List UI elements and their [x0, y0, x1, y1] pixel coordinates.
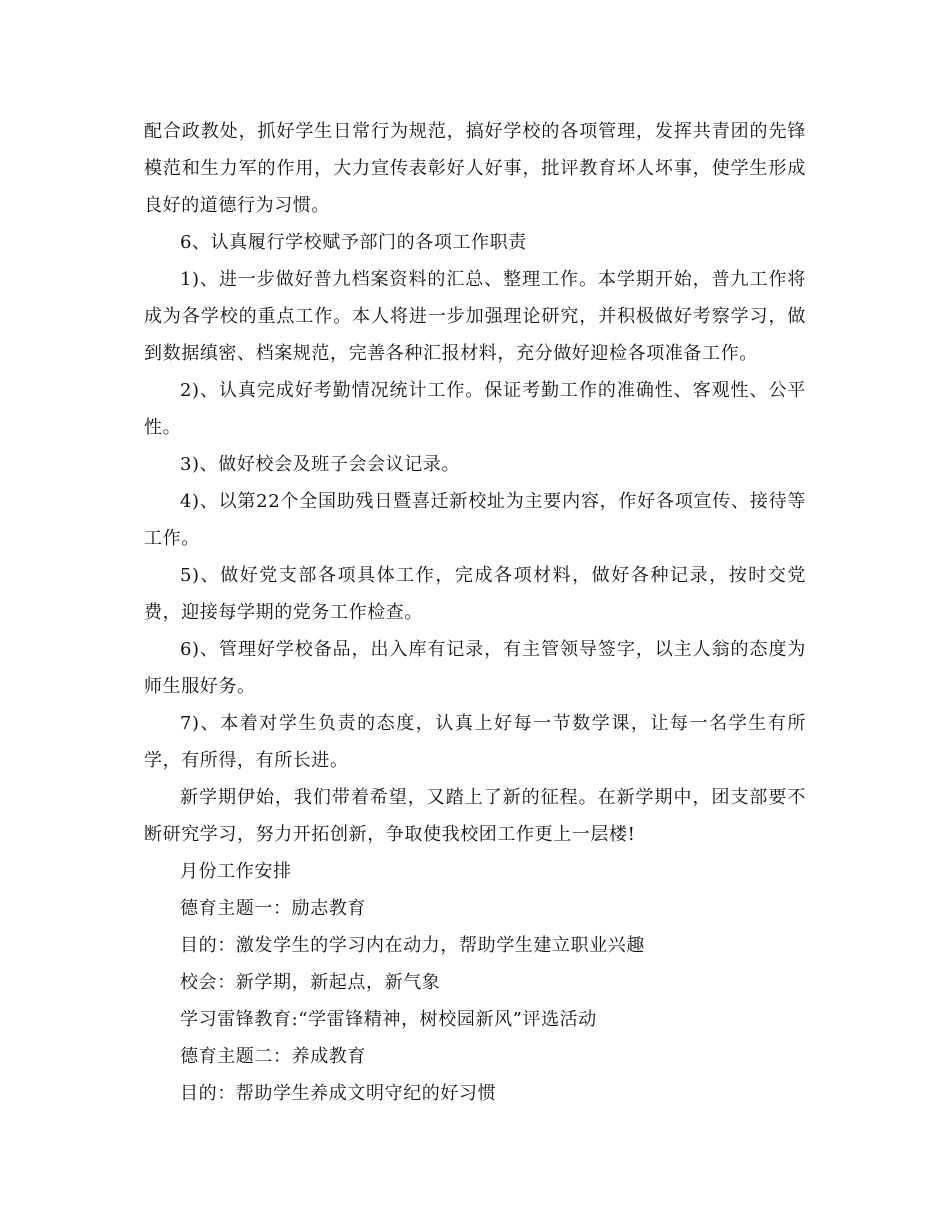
paragraph-theme-two: 德育主题二：养成教育 — [180, 1046, 366, 1067]
paragraph-subitem-5: 5)、做好党支部各项具体工作，完成各项材料，做好各种记录，按时交党费，迎接每学期的党务工作检查。 — [144, 565, 806, 623]
paragraph-theme-two-purpose: 目的：帮助学生养成文明守纪的好习惯 — [180, 1083, 497, 1104]
paragraph-subitem-7: 7)、本着对学生负责的态度，认真上好每一节数学课，让每一名学生有所学，有所得，有所长进。 — [144, 713, 806, 771]
paragraph-subitem-2: 2)、认真完成好考勤情况统计工作。保证考勤工作的准确性、客观性、公平性。 — [144, 380, 806, 438]
paragraph-lei-feng-activity: 学习雷锋教育:“学雷锋精神，树校园新风”评选活动 — [180, 1009, 597, 1030]
paragraph-theme-one: 德育主题一：励志教育 — [180, 898, 366, 919]
paragraph-school-assembly: 校会：新学期，新起点，新气象 — [180, 972, 441, 993]
document-body — [144, 113, 806, 1112]
paragraph-item-6-heading: 6、认真履行学校赋予部门的各项工作职责 — [180, 232, 527, 253]
paragraph-subitem-4: 4)、以第22个全国助残日暨喜迁新校址为主要内容，作好各项宣传、接待等工作。 — [144, 491, 806, 549]
paragraph-monthly-plan-heading: 月份工作安排 — [180, 861, 292, 882]
paragraph-subitem-6: 6)、管理好学校备品，出入库有记录，有主管领导签字，以主人翁的态度为师生服好务。 — [144, 639, 806, 697]
paragraph-subitem-3: 3)、做好校会及班子会会议记录。 — [180, 454, 461, 475]
paragraph-theme-one-purpose: 目的：激发学生的学习内在动力，帮助学生建立职业兴趣 — [180, 935, 645, 956]
paragraph-subitem-1: 1)、进一步做好普九档案资料的汇总、整理工作。本学期开始，普九工作将成为各学校的重点工作。本人将进一步加强理论研究，并积极做好考察学习，做到数据缜密、档案规范，完善各种汇报材料，充分做好迎检各项准备工作。 — [144, 269, 806, 364]
paragraph-moral-conduct: 配合政教处，抓好学生日常行为规范，搞好学校的各项管理，发挥共青团的先锋模范和生力军的作用，大力宣传表彰好人好事，批评教育坏人坏事，使学生形成良好的道德行为习惯。 — [144, 121, 806, 216]
paragraph-closing: 新学期伊始，我们带着希望，又踏上了新的征程。在新学期中，团支部要不断研究学习，努力开拓创新，争取使我校团工作更上一层楼! — [144, 787, 806, 845]
